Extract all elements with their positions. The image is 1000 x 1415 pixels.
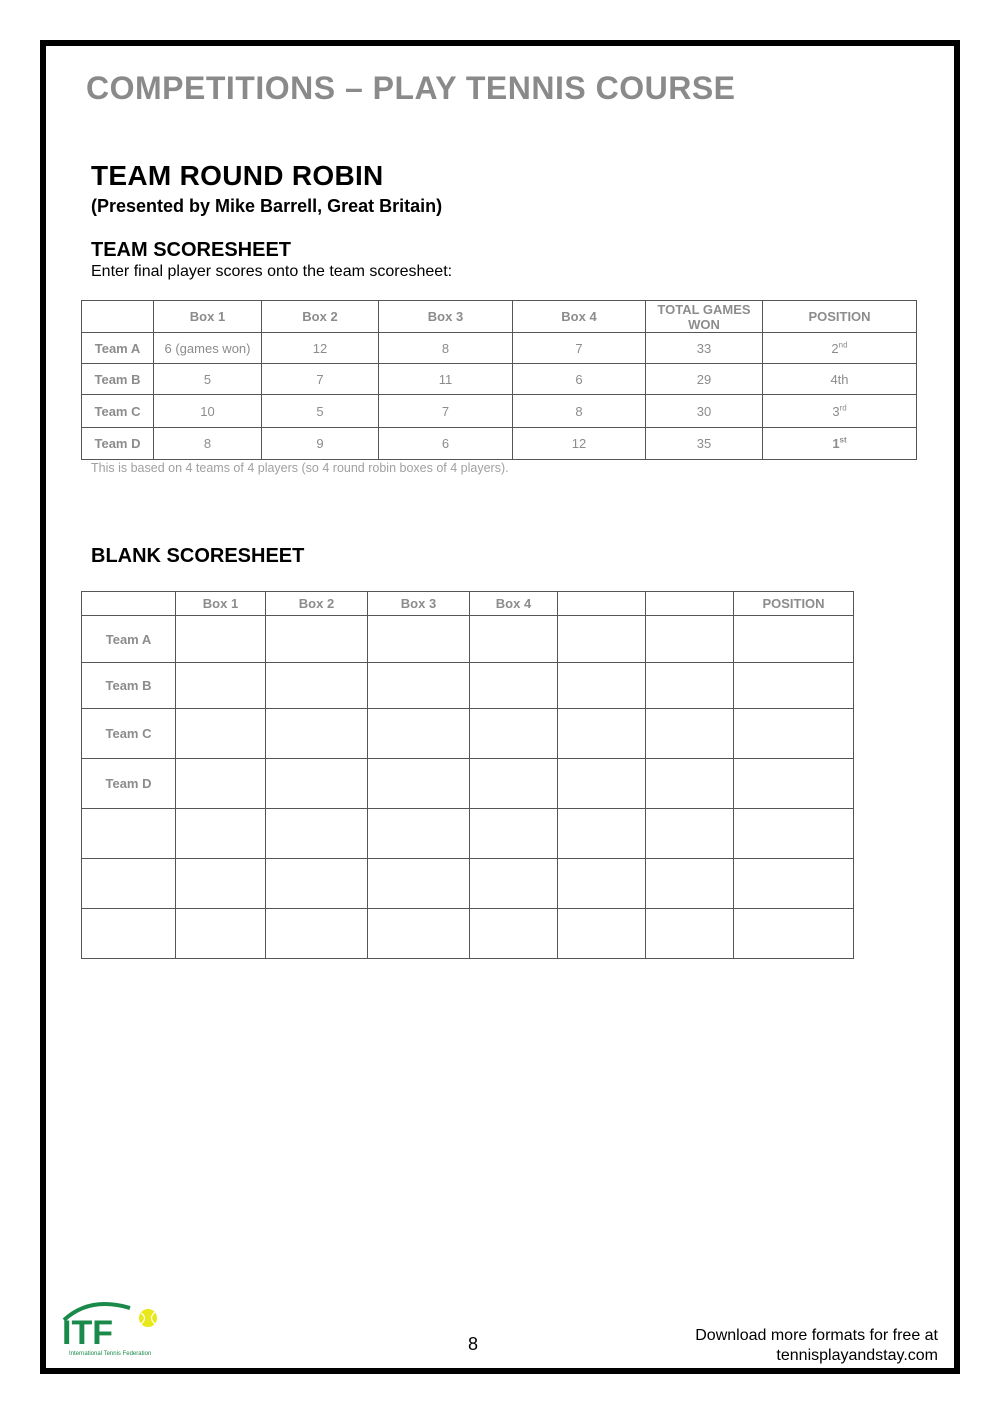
table-row bbox=[82, 428, 917, 460]
blank-cell bbox=[176, 909, 266, 959]
blank-cell bbox=[734, 859, 854, 909]
score-cell: 8 bbox=[154, 428, 262, 460]
blank-cell bbox=[368, 859, 470, 909]
header-cell: POSITION bbox=[734, 592, 854, 616]
blank-cell bbox=[176, 759, 266, 809]
table-row bbox=[82, 364, 917, 395]
table-header-row bbox=[82, 301, 917, 333]
blank-cell bbox=[646, 759, 734, 809]
position-suffix: st bbox=[839, 435, 847, 445]
header-cell bbox=[82, 592, 176, 616]
blank-cell bbox=[266, 616, 368, 663]
score-cell: 7 bbox=[513, 333, 646, 364]
score-cell: 7 bbox=[379, 395, 513, 428]
header-cell: TOTAL GAMES WON bbox=[646, 301, 763, 333]
team-scoresheet-heading: TEAM SCORESHEET bbox=[91, 239, 292, 261]
presenter-credit: (Presented by Mike Barrell, Great Britain) bbox=[91, 196, 443, 216]
scoresheet-note: This is based on 4 teams of 4 players (so 4 round robin boxes of 4 players). bbox=[91, 461, 509, 475]
document-title: COMPETITIONS – PLAY TENNIS COURSE bbox=[86, 70, 736, 106]
total-cell: 29 bbox=[646, 364, 763, 395]
blank-cell bbox=[558, 859, 646, 909]
team-name-cell bbox=[82, 859, 176, 909]
blank-cell bbox=[558, 663, 646, 709]
logo-letters: ITF bbox=[62, 1314, 113, 1352]
blank-cell bbox=[368, 759, 470, 809]
blank-cell bbox=[646, 709, 734, 759]
header-cell: Box 4 bbox=[513, 301, 646, 333]
position-value: 2 bbox=[831, 340, 839, 356]
blank-cell bbox=[646, 616, 734, 663]
header-cell: Box 2 bbox=[262, 301, 379, 333]
download-notice bbox=[695, 1326, 938, 1366]
table-row bbox=[82, 395, 917, 428]
header-cell: Box 1 bbox=[176, 592, 266, 616]
blank-cell bbox=[176, 859, 266, 909]
team-name-cell: Team C bbox=[82, 395, 154, 428]
blank-cell bbox=[470, 616, 558, 663]
position-cell bbox=[763, 333, 917, 364]
blank-cell bbox=[176, 809, 266, 859]
team-name-cell bbox=[82, 909, 176, 959]
table-row bbox=[82, 709, 854, 759]
position-value: 4th bbox=[830, 371, 849, 387]
blank-cell bbox=[646, 809, 734, 859]
header-cell: Box 3 bbox=[368, 592, 470, 616]
logo-caption: International Tennis Federation bbox=[69, 1351, 152, 1357]
table-row bbox=[82, 909, 854, 959]
header-cell: Box 3 bbox=[379, 301, 513, 333]
section-title: TEAM ROUND ROBIN bbox=[91, 160, 384, 191]
team-scoresheet-table bbox=[81, 300, 917, 460]
position-cell bbox=[763, 395, 917, 428]
team-name-cell: Team C bbox=[82, 709, 176, 759]
table-row bbox=[82, 616, 854, 663]
team-name-cell: Team D bbox=[82, 428, 154, 460]
score-cell: 11 bbox=[379, 364, 513, 395]
score-cell: 5 bbox=[154, 364, 262, 395]
score-cell: 8 bbox=[379, 333, 513, 364]
header-cell: Box 4 bbox=[470, 592, 558, 616]
itf-logo bbox=[60, 1298, 170, 1360]
blank-cell bbox=[368, 809, 470, 859]
team-name-cell: Team B bbox=[82, 364, 154, 395]
score-cell: 6 bbox=[379, 428, 513, 460]
blank-cell bbox=[470, 709, 558, 759]
blank-cell bbox=[368, 909, 470, 959]
blank-cell bbox=[176, 709, 266, 759]
blank-cell bbox=[558, 759, 646, 809]
blank-cell bbox=[558, 709, 646, 759]
blank-cell bbox=[558, 909, 646, 959]
tennis-ball-icon bbox=[139, 1309, 157, 1327]
team-name-cell: Team B bbox=[82, 663, 176, 709]
total-cell: 33 bbox=[646, 333, 763, 364]
team-name-cell: Team D bbox=[82, 759, 176, 809]
blank-cell bbox=[176, 663, 266, 709]
blank-cell bbox=[646, 663, 734, 709]
team-scoresheet-instruction: Enter final player scores onto the team scoresheet: bbox=[91, 263, 453, 280]
header-cell: POSITION bbox=[763, 301, 917, 333]
blank-cell bbox=[734, 809, 854, 859]
blank-cell bbox=[558, 809, 646, 859]
blank-cell bbox=[470, 909, 558, 959]
score-cell: 6 bbox=[513, 364, 646, 395]
blank-cell bbox=[470, 663, 558, 709]
position-suffix: rd bbox=[839, 403, 847, 413]
position-cell bbox=[763, 364, 917, 395]
blank-cell bbox=[646, 859, 734, 909]
table-row bbox=[82, 759, 854, 809]
team-name-cell: Team A bbox=[82, 333, 154, 364]
blank-cell bbox=[266, 809, 368, 859]
header-cell: Box 2 bbox=[266, 592, 368, 616]
position-cell bbox=[763, 428, 917, 460]
score-cell: 8 bbox=[513, 395, 646, 428]
blank-cell bbox=[176, 616, 266, 663]
team-name-cell bbox=[82, 809, 176, 859]
blank-cell bbox=[368, 616, 470, 663]
blank-cell bbox=[266, 909, 368, 959]
blank-cell bbox=[734, 663, 854, 709]
blank-cell bbox=[470, 859, 558, 909]
header-cell bbox=[82, 301, 154, 333]
download-line-1: Download more formats for free at bbox=[695, 1327, 938, 1344]
table-header-row bbox=[82, 592, 854, 616]
blank-cell bbox=[646, 909, 734, 959]
blank-cell bbox=[734, 616, 854, 663]
total-cell: 35 bbox=[646, 428, 763, 460]
header-cell: Box 1 bbox=[154, 301, 262, 333]
download-line-2: tennisplayandstay.com bbox=[776, 1347, 938, 1364]
score-cell: 7 bbox=[262, 364, 379, 395]
position-value: 3 bbox=[832, 403, 840, 419]
score-cell: 10 bbox=[154, 395, 262, 428]
position-suffix: nd bbox=[838, 340, 848, 350]
blank-cell bbox=[266, 663, 368, 709]
score-cell: 5 bbox=[262, 395, 379, 428]
blank-cell bbox=[470, 759, 558, 809]
blank-cell bbox=[734, 909, 854, 959]
blank-cell bbox=[734, 709, 854, 759]
table-row bbox=[82, 859, 854, 909]
team-name-cell: Team A bbox=[82, 616, 176, 663]
header-cell bbox=[558, 592, 646, 616]
score-cell: 12 bbox=[262, 333, 379, 364]
blank-cell bbox=[266, 859, 368, 909]
position-value: 1 bbox=[832, 436, 840, 451]
blank-cell bbox=[368, 663, 470, 709]
blank-cell bbox=[368, 709, 470, 759]
blank-scoresheet-table bbox=[81, 591, 854, 959]
score-cell: 12 bbox=[513, 428, 646, 460]
blank-cell bbox=[266, 759, 368, 809]
blank-scoresheet-heading: BLANK SCORESHEET bbox=[91, 545, 305, 567]
table-row bbox=[82, 809, 854, 859]
header-cell bbox=[646, 592, 734, 616]
blank-cell bbox=[266, 709, 368, 759]
table-row bbox=[82, 663, 854, 709]
page-number: 8 bbox=[468, 1334, 479, 1354]
score-cell: 6 (games won) bbox=[154, 333, 262, 364]
blank-cell bbox=[470, 809, 558, 859]
score-cell: 9 bbox=[262, 428, 379, 460]
total-cell: 30 bbox=[646, 395, 763, 428]
blank-cell bbox=[734, 759, 854, 809]
blank-cell bbox=[558, 616, 646, 663]
table-row bbox=[82, 333, 917, 364]
